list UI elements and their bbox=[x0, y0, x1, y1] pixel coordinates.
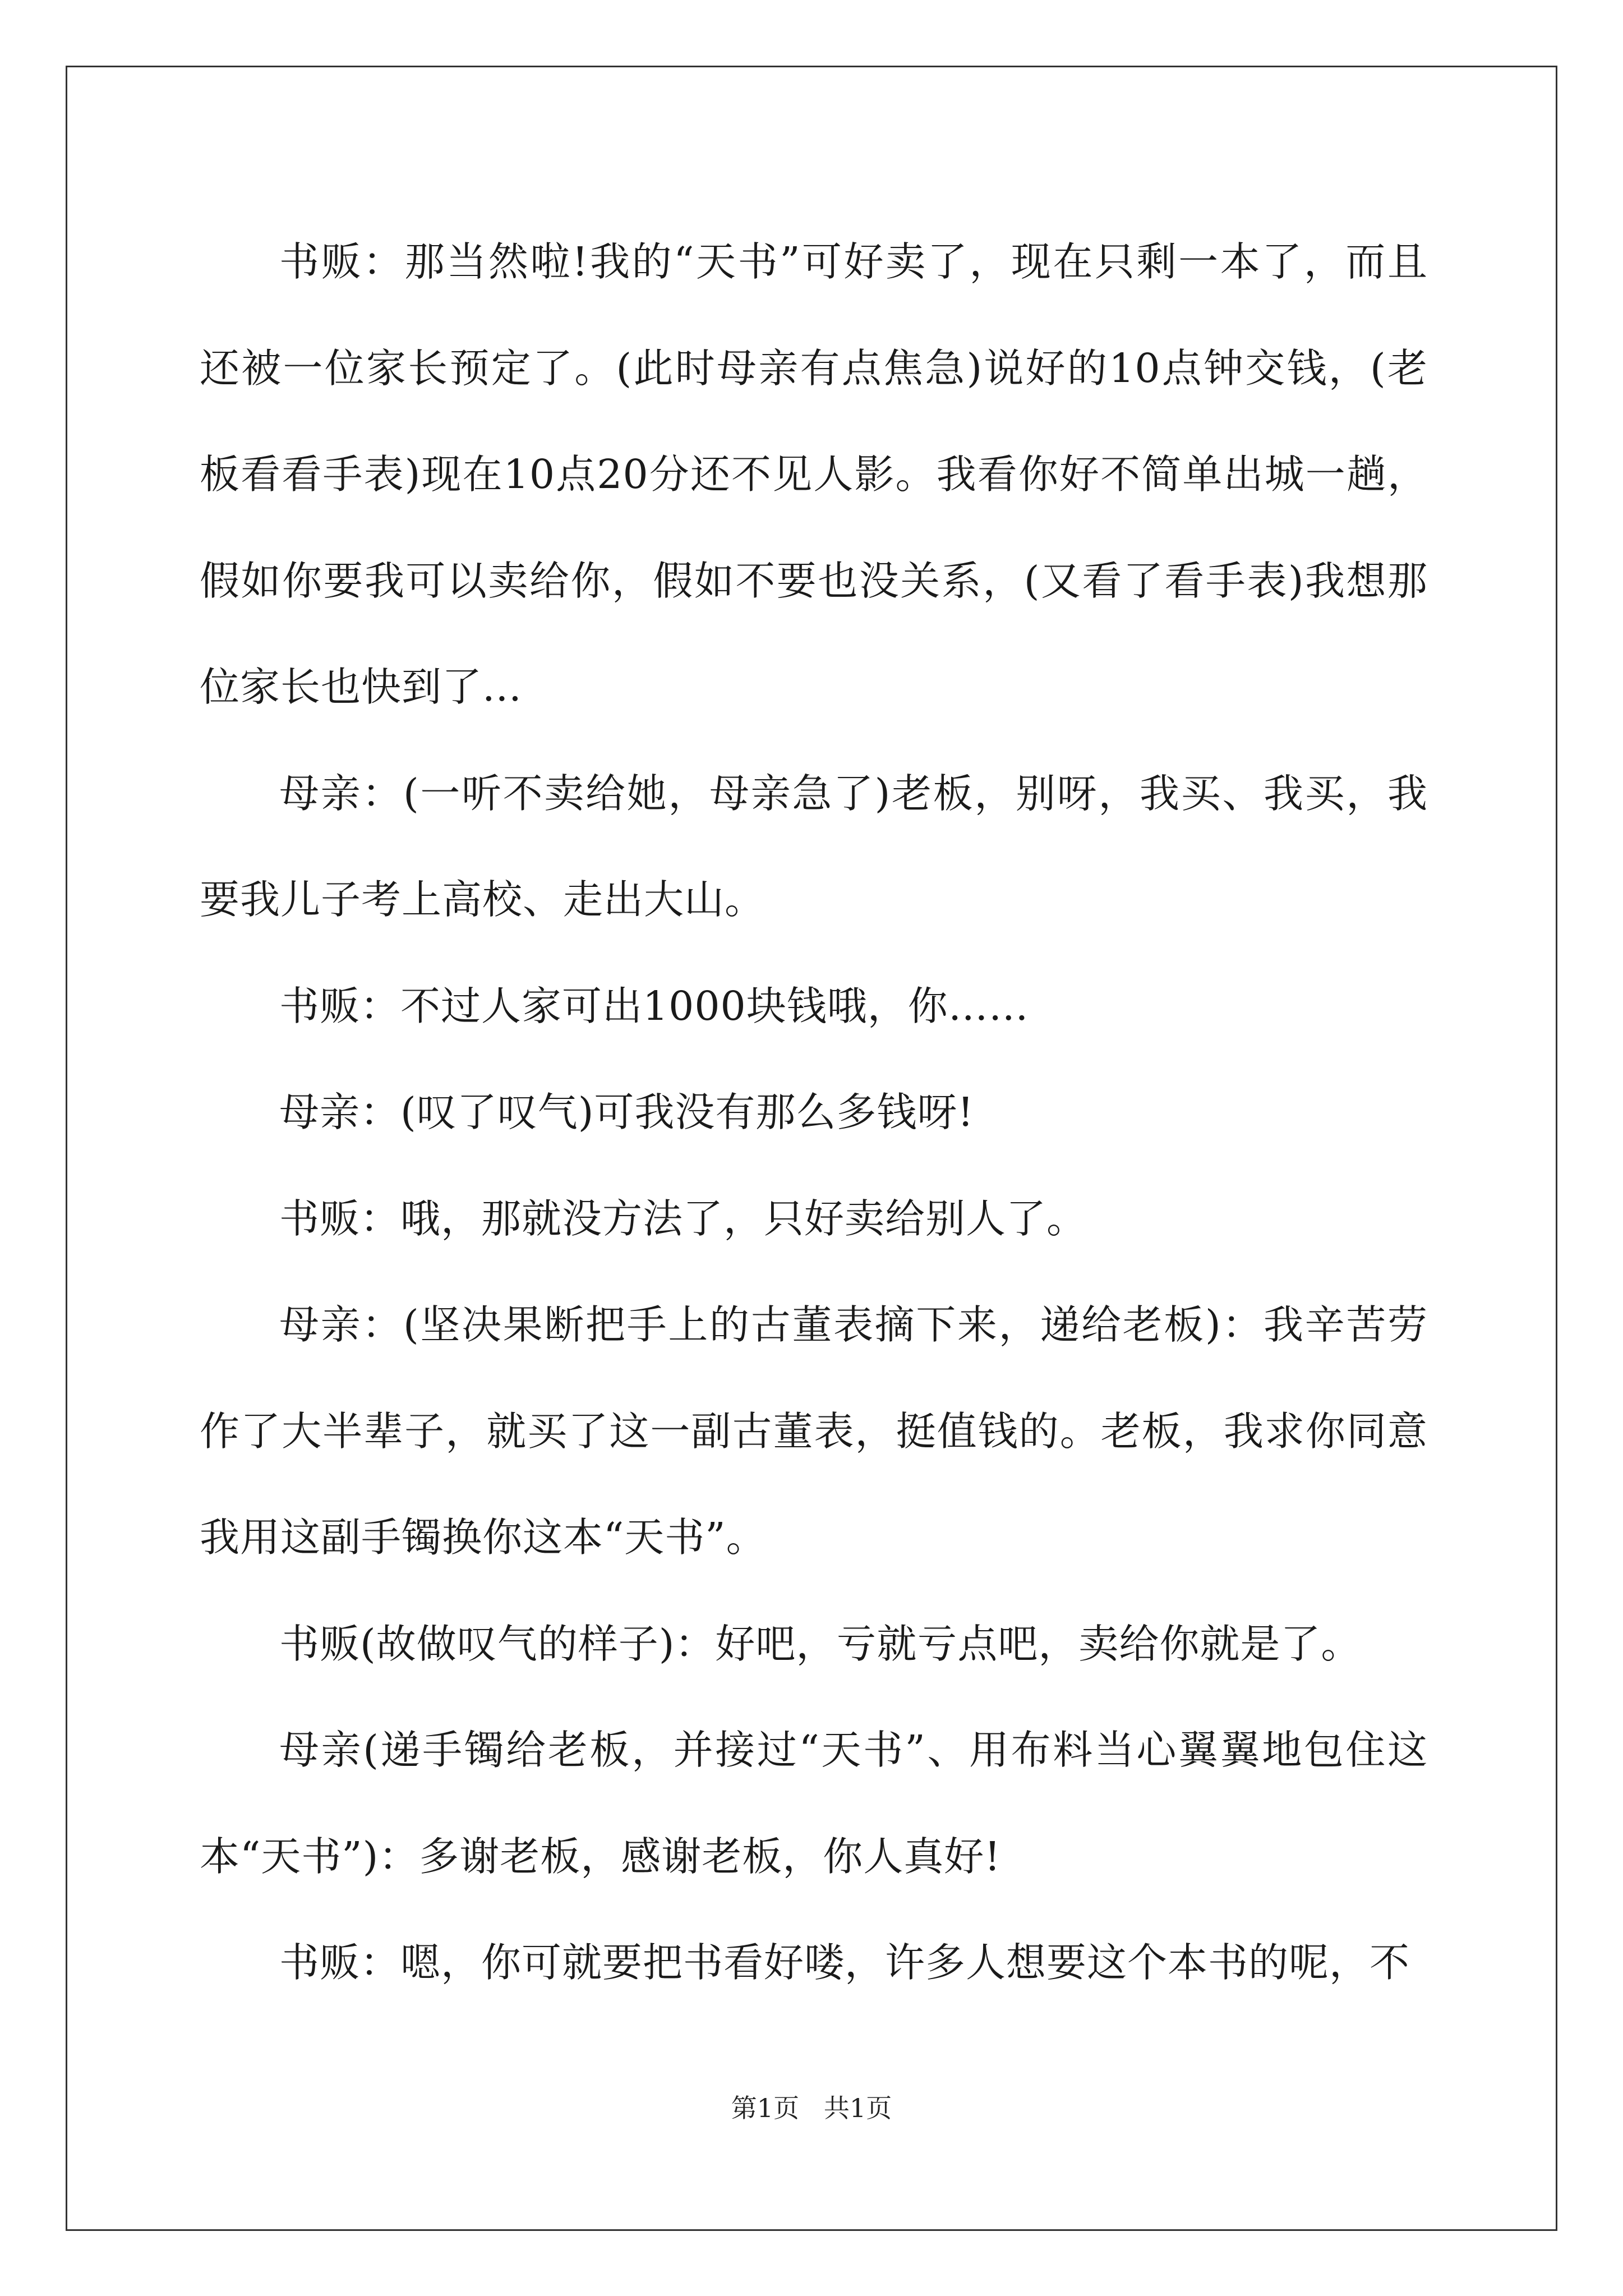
paragraph-1: 书贩：那当然啦!我的“天书”可好卖了，现在只剩一本了，而且还被一位家长预定了。(此时母亲有点焦急)说好的10点钟交钱，(老板看看手表)现在10点20分还不见人影。我看你好不简单出城一趟，假如你要我可以卖给你，假如不要也没关系，(又看了看手表)我想那位家长也快到了... bbox=[200, 238, 1428, 710]
paragraph-4: 母亲：(叹了叹气)可我没有那么多钱呀! bbox=[279, 1089, 974, 1135]
paragraph-9: 书贩：嗯，你可就要把书看好喽，许多人想要这个本书的呢，不 bbox=[279, 1939, 1410, 1986]
paragraph-5: 书贩：哦，那就没方法了，只好卖给别人了。 bbox=[279, 1195, 1087, 1242]
paragraph-3: 书贩：不过人家可出1000块钱哦，你…… bbox=[279, 982, 1029, 1029]
paragraph-6: 母亲：(坚决果断把手上的古董表摘下来，递给老板)：我辛苦劳作了大半辈子，就买了这一副古董表，挺值钱的。老板，我求你同意我用这副手镯换你这本“天书”。 bbox=[200, 1301, 1428, 1561]
paragraph-2: 母亲：(一听不卖给她，母亲急了)老板，别呀，我买、我买，我要我儿子考上高校、走出大山。 bbox=[200, 770, 1428, 923]
paragraph-7: 书贩(故做叹气的样子)：好吧，亏就亏点吧，卖给你就是了。 bbox=[279, 1620, 1362, 1667]
page-footer: 第1页 共1页 bbox=[731, 2093, 892, 2123]
document-body bbox=[200, 209, 1428, 2016]
paragraph-8: 母亲(递手镯给老板，并接过“天书”、用布料当心翼翼地包住这本“天书”)：多谢老板，感谢老板，你人真好! bbox=[200, 1727, 1428, 1880]
